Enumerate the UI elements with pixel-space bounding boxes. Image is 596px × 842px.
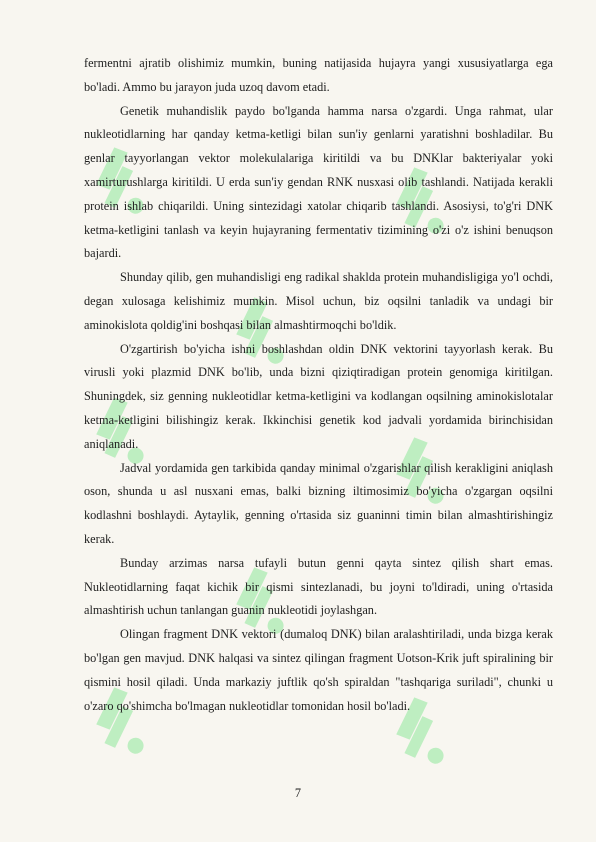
- paragraph-3: Shunday qilib, gen muhandisligi eng radikal shaklda protein muhandisligiga yo'l ochdi, degan xulosaga kelishimiz mumkin. Misol uchun, biz oqsilni tanladik va undagi bir aminokislota qoldig'ini boshqasi bilan almashtirmoqchi bo'ldik.: [84, 270, 553, 332]
- page-number: 7: [294, 786, 302, 800]
- paragraph-7: Olingan fragment DNK vektori (dumaloq DNK) bilan aralashtiriladi, unda bizga kerak bo'lgan gen mavjud. DNK halqasi va sintez qilingan fragment Uotson-Krik juft spiralining bir qismini hosil qiladi. Unda markaziy juftlik qo'sh spiraldan "tashqariga suriladi", chunki u o'zaro qo'shimcha bo'lmagan nukleotidlar tomonidan hosil bo'ladi.: [84, 627, 553, 713]
- paragraph-1: fermentni ajratib olishimiz mumkin, buning natijasida hujayra yangi xususiyatlarga ega bo'ladi. Ammo bu jarayon juda uzoq davom etadi.: [84, 56, 553, 94]
- paragraph-6: Bunday arzimas narsa tufayli butun genni qayta sintez qilish shart emas. Nukleotidlarning faqat kichik bir qismi sintezlanadi, bu joyni to'ldiradi, uning o'rtasida almashtirish uchun tanlangan guanin nukleotidi joylashgan.: [84, 555, 553, 618]
- body-text: [84, 52, 553, 718]
- paragraph-2: Genetik muhandislik paydo bo'lganda hamma narsa o'zgardi. Unga rahmat, ular nukleotidlarning har qanday ketma-ketligi bilan sun'iy genlarni yaratishni boshladilar. Bu genlar tayyorlangan vektor molekulalariga kiritildi va bu DNKlar bakteriyalar yoki xamirturushlarga kiritildi. U erda sun'iy gendan RNK nusxasi olib tashlandi. Natijada kerakli protein ishlab chiqarildi. Uning sintezidagi xatolar chiqarib tashlandi. Asosiysi, to'g'ri DNK ketma-ketligini tanlash va keyin hujayraning fermentativ tizimining o'zi o'z ishini benuqson bajardi.: [84, 103, 553, 261]
- paragraph-5: Jadval yordamida gen tarkibida qanday minimal o'zgarishlar qilish kerakligini aniqlash oson, shunda u asl nusxani emas, balki bizning iltimosimiz bo'yicha o'zgargan oqsilni kodlashni boshlaydi. Aytaylik, genning o'rtasida siz guaninni timin bilan almashtirishingiz kerak.: [84, 460, 553, 546]
- paragraph-4: O'zgartirish bo'yicha ishni boshlashdan oldin DNK vektorini tayyorlash kerak. Bu virusli yoki plazmid DNK bo'lib, unda bizni qiziqtiradigan protein genomiga kiritilgan. Shuningdek, siz genning nukleotidlar ketma-ketligini va kodlangan oqsilning aminokislotalar ketma-ketligini bilishingiz kerak. Ikkinchisi genetik kod jadvali yordamida birinchisidan aniqlanadi.: [84, 341, 553, 451]
